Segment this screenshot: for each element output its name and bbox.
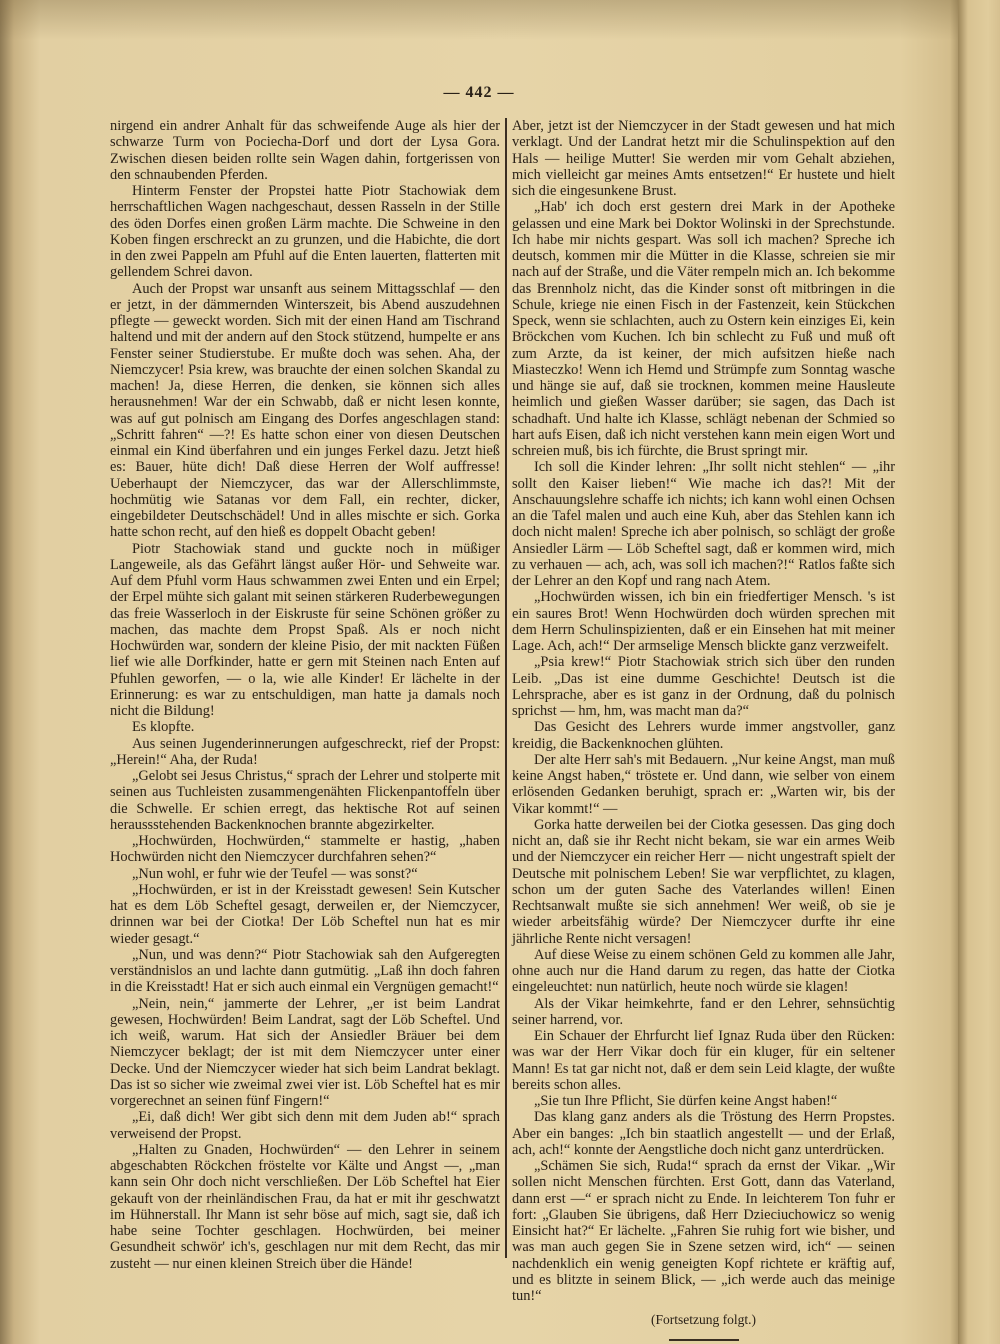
paragraph: „Nein, nein,“ jammerte der Lehrer, „er ist beim Landrat gewesen, Hochwürden! Beim Landrat, sagt der Löb Scheftel. Und ich weiß, warum. Hat sich der Ansiedler Bräuer bei dem Niemczycer beklagt; der ist mit dem Niemczycer unter einer Decke. Und der Niemczycer wieder hat sich beim Landrat beklagt. Das ist so sicher wie zweimal zwei vier ist. Löb Scheftel hat es mir vorgerechnet an seinen fünf Fingern!“ bbox=[110, 995, 500, 1109]
paragraph: Hinterm Fenster der Propstei hatte Piotr Stachowiak dem herrschaftlichen Wagen nachgeschaut, dessen Rasseln in der Stille des öden Dorfes einen großen Lärm machte. Die Schweine in den Koben fingen erschreckt an zu grunzen, und die Habichte, die dort in den zwei Pappeln am Pfuhl auf die Enten lauerten, flatterten mit gellendem Schrei davon. bbox=[110, 183, 500, 281]
right-column-text bbox=[512, 118, 895, 1304]
paragraph: „Gelobt sei Jesus Christus,“ sprach der Lehrer und stolperte mit seinen aus Tuchleisten zusammengenähten Flickenpantoffeln über die Schwelle. Er schien erregt, das hektische Rot auf seinen heraussstehenden Backenknochen brannte abgezirkelter. bbox=[110, 768, 500, 833]
paragraph: Piotr Stachowiak stand und guckte noch in müßiger Langeweile, als das Gefährt längst außer Hör- und Sehweite war. Auf dem Pfuhl vorm Haus schwammen zwei Enten und ein Erpel; der Erpel mühte sich galant mit seinen stärkeren Ruderbewegungen das freie Wasserloch in der Eiskruste für seine Schönen größer zu machen, das machte dem Propst Spaß. Als er noch nicht Hochwürden war, sondern der kleine Pisio, der mit nackten Füßen lief wie alle Dorfkinder, hatte er gern mit Steinen nach Enten auf Pfuhlen geworfen, — o la, wie alle Kinder! Er lächelte in der Erinnerung: es war zu entschuldigen, man hatte ja damals noch nicht die Bildung! bbox=[110, 540, 500, 719]
paragraph: „Hochwürden, Hochwürden,“ stammelte er hastig, „haben Hochwürden nicht den Niemczycer durchfahren sehen?“ bbox=[110, 833, 500, 866]
paragraph: Das klang ganz anders als die Tröstung des Herrn Propstes. Aber ein banges: „Ich bin staatlich angestellt — und der Erlaß, ach, ach!“ konnte der Aengstliche doch nicht ganz unterdrücken. bbox=[512, 1109, 895, 1158]
paragraph: Das Gesicht des Lehrers wurde immer angstvoller, ganz kreidig, die Backenknochen glühten. bbox=[512, 719, 895, 752]
paragraph: „Halten zu Gnaden, Hochwürden“ — den Lehrer in seinem abgeschabten Röckchen fröstelte vor Kälte und Angst —, „man kann sein Ohr doch nicht verschließen. Der Löb Scheftel hat Eier gekauft von der rheinländischen Frau, da hat er mit ihr geschwatzt im Hühnerstall. Ihr Mann ist sehr böse auf mich, sagt sie, daß ich habe seine Tochter geschlagen. Hochwürden, bei meiner Gesundheit schwör' ich's, geschlagen nur mit dem Recht, das mir zusteht — nur einen kleinen Streich über die Hände! bbox=[110, 1141, 500, 1272]
paragraph: nirgend ein andrer Anhalt für das schweifende Auge als hier der schwarze Turm von Pociecha-Dorf und dort der Lysa Gora. Zwischen diesen beiden rollte sein Wagen dahin, fortgerissen von den schnaubenden Pferden. bbox=[110, 118, 500, 183]
paragraph: Es klopfte. bbox=[132, 719, 195, 736]
paragraph: „Hab' ich doch erst gestern drei Mark in der Apotheke gelassen und eine Mark bei Doktor Wolinski in der Sprechstunde. Ich habe mir nichts gespart. Was soll ich machen? Spreche ich deutsch, kommen mir die Mütter in die Klasse, schreien sie mir nach auf der Straße, und die Väter rempeln mich an. Ich bekomme das Brennholz nicht, das die Kinder sonst oft mitbringen in die Schule, kriege nie einen Fisch in der Fastenzeit, kein Stückchen Speck, wenn sie schlachten, auch zu Ostern kein einziges Ei, kein Bröckchen vom Kuchen. Ich bin schlecht zu Fuß und muß oft zum Arzte, da ist keiner, der mich aufsitzen hieße nach Miasteczko! Wenn ich Hemd und Strümpfe zum Sonntag wasche und hänge sie auf, daß sie trocknen, kommen meine Hausleute heimlich und gießen Wasser darüber; sie sagen, das Dach ist schadhaft. Und halte ich Klasse, schlägt nebenan der Schmied so hart aufs Eisen, daß ich nicht verstehen kann mein eigen Wort und schreien muß, bis ich fürchte, die Brust springt mir. bbox=[512, 199, 895, 459]
paragraph: Gorka hatte derweilen bei der Ciotka gesessen. Das ging doch nicht an, daß sie ihr Recht nicht bekam, sie war ein armes Weib und der Niemczycer ein reicher Herr — nicht ungestraft spielt der Deutsche mit polnischem Leben! Sie war verpflichtet, zu klagen, schon um der guten Sache des Vaterlandes willen! Einen Rechtsanwalt mußte sie sich annehmen! Wer weiß, ob sie je wieder arbeitsfähig würde? Der Niemczycer durfte ihr eine jährliche Rente nicht versagen! bbox=[512, 816, 895, 947]
page-number: — 442 — bbox=[443, 84, 515, 101]
paragraph: Ein Schauer der Ehrfurcht lief Ignaz Ruda über den Rücken: was war der Herr Vikar doch für ein kluger, für ein seltener Mann! Es tat gar nicht not, daß er dem sein Leid klagte, der wußte bereits schon alles. bbox=[512, 1028, 895, 1093]
paragraph: „Hochwürden wissen, ich bin ein friedfertiger Mensch. 's ist ein saures Brot! Wenn Hochwürden doch würden sprechen mit dem Herrn Schulinspizienten, daß er ein Einsehen hat mit meiner Lage. Ach, ach!“ Der armselige Mensch blickte ganz verzweifelt. bbox=[512, 589, 895, 654]
paragraph: Der alte Herr sah's mit Bedauern. „Nur keine Angst, man muß keine Angst haben,“ tröstete er. Und dann, wie selber von einem erlösenden Gedanken beruhigt, sprach er: „Warten wir, bis der Vikar kommt!“ — bbox=[512, 751, 895, 817]
paragraph: „Schämen Sie sich, Ruda!“ sprach da ernst der Vikar. „Wir sollen nicht Menschen fürchten. Erst Gott, dann das Vaterland, dann erst —“ er sprach nicht zu Ende. In leichterem Ton fuhr er fort: „Glauben Sie übrigens, daß Herr Dzieciuchowicz so wenig Einsicht hat?“ Er lächelte. „Fahren Sie ruhig fort wie bisher, und was man auch gegen Sie in Szene setzen wird, ich“ — seinen nachdenklich ein wenig geneigten Kopf richtete er kräftig auf, und es blitzte in seinem Blick, — „ich werde auch das meinige tun!“ bbox=[512, 1158, 895, 1304]
paragraph: „Psia krew!“ Piotr Stachowiak strich sich über den runden Leib. „Das ist eine dumme Geschichte! Deutsch ist die Lehrsprache, aber es ist ganz in der Ordnung, daß du polnisch sprichst — hm, hm, was macht man da?“ bbox=[512, 654, 895, 719]
column-divider bbox=[505, 118, 507, 1258]
paragraph: „Ei, daß dich! Wer gibt sich denn mit dem Juden ab!“ sprach verweisend der Propst. bbox=[110, 1109, 500, 1142]
paragraph: Aber, jetzt ist der Niemczycer in der Stadt gewesen und hat mich verklagt. Und der Landrat hetzt mir die Schulinspektion auf den Hals — heilige Mutter! Sie werden mir vom Gehalt abziehen, mich vielleicht gar meines Amts entsetzen!“ Er hustete und hielt sich die eingesunkene Brust. bbox=[512, 118, 895, 199]
paragraph: „Hochwürden, er ist in der Kreisstadt gewesen! Sein Kutscher hat es dem Löb Scheftel gesagt, derweilen er, der Niemczycer, drinnen war bei der Ciotka! Der Löb Scheftel nun hat es mir wieder gesagt.“ bbox=[110, 881, 500, 947]
paragraph: Als der Vikar heimkehrte, fand er den Lehrer, sehnsüchtig seiner harrend, vor. bbox=[512, 995, 895, 1028]
continuation-note: (Fortsetzung folgt.) bbox=[651, 1312, 756, 1328]
paragraph: „Sie tun Ihre Pflicht, Sie dürfen keine Angst haben!“ bbox=[534, 1093, 838, 1109]
end-rule bbox=[669, 1339, 739, 1341]
paragraph: Auch der Propst war unsanft aus seinem Mittagsschlaf — den er jetzt, in der dämmernden Winterszeit, bis Abend auszudehnen pflegte — geweckt worden. Sich mit der einen Hand am Tischrand haltend und mit der andern auf den Stock stützend, humpelte er ans Fenster seiner Studierstube. Er mußte doch was sehen. Aha, der Niemczycer! Psia krew, was brauchte der einen solchen Skandal zu machen! Ja, diese Herren, die denken, sie können sich alles herausnehmen! War der ein Schwabb, daß er nicht lesen konnte, was auf gut polnisch am Eingang des Dorfes angeschlagen stand: „Schritt fahren“ —?! Es hatte schon einer von diesen Deutschen einmal ein Kind überfahren und ein junges Ferkel dazu. Jetzt hieß es: Bauer, hüte dich! Daß diese Herren der Wolf auffresse! Ueberhaupt der Niemczycer, das war der Allerschlimmste, hochmütig wie Satanas vor dem Fall, ein rechter, dicker, eingebildeter Deutschschädel! Und in alles mischte er sich. Gorka hatte schon recht, auf den hieß es doppelt Obacht geben! bbox=[110, 280, 500, 541]
paragraph: Ich soll die Kinder lehren: „Ihr sollt nicht stehlen“ — „ihr sollt den Kaiser lieben!“ Wie mache ich das?! Mit der Anschauungslehre schaffe ich nichts; ich kann wohl einen Ochsen an die Tafel malen und auch eine Kuh, aber das Stehlen kann ich doch nicht malen! Spreche ich aber polnisch, so schlägt der große Ansiedler Lärm — Löb Scheftel sagt, daß er kommen wird, mich zu verhauen — ach, ach, was soll ich machen?!“ Ratlos faßte sich der Lehrer an den Kopf und rang nach Atem. bbox=[512, 459, 895, 589]
paragraph: „Nun, und was denn?“ Piotr Stachowiak sah den Aufgeregten verständnislos an und lachte dann gutmütig. „Laß ihn doch fahren in die Kreisstadt! Hat er sich auch einmal ein Vergnügen gemacht!“ bbox=[110, 946, 500, 996]
right-column bbox=[512, 118, 895, 1341]
left-column bbox=[110, 118, 500, 1272]
paragraph: Aus seinen Jugenderinnerungen aufgeschreckt, rief der Propst: „Herein!“ Aha, der Ruda! bbox=[110, 735, 500, 768]
paragraph: Auf diese Weise zu einem schönen Geld zu kommen alle Jahr, ohne auch nur die Hand darum zu regen, das hatte der Ciotka eingeleuchtet: nun natürlich, heute noch würde sie klagen! bbox=[512, 946, 895, 996]
adjacent-page-edge bbox=[958, 0, 1000, 1344]
paragraph: „Nun wohl, er fuhr wie der Teufel — was sonst?“ bbox=[132, 865, 418, 882]
